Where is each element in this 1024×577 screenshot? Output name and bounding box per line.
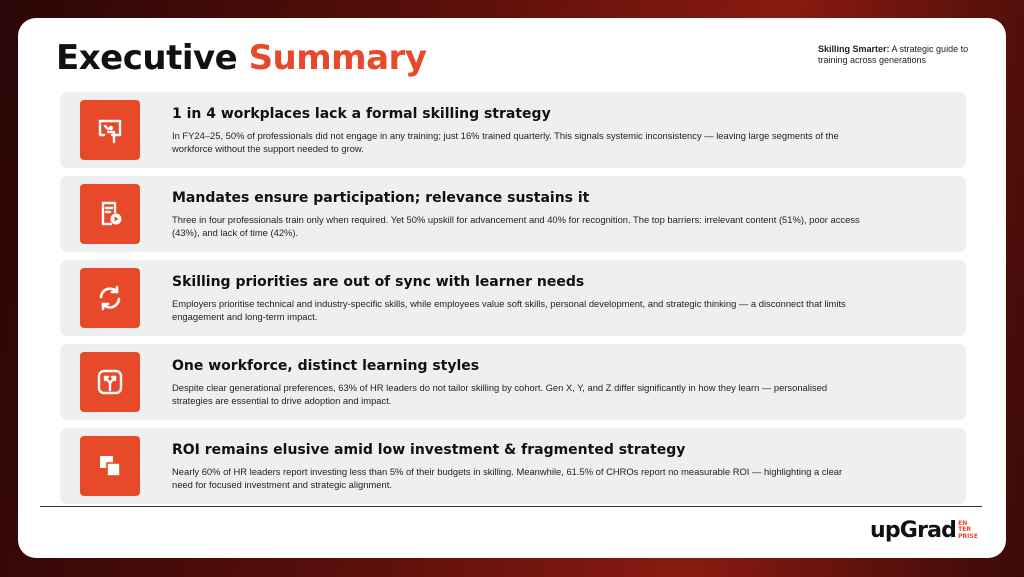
summary-item-text: Three in four professionals train only when required. Yet 50% upskill for advancement and 40% for recognition. The top barriers: irrelevant content (51%), poor access (43%), and lack of time (42%). [172, 214, 860, 238]
summary-item-5 [60, 428, 966, 504]
logo-ent-line-1: EN [958, 519, 968, 527]
summary-item-title: Mandates ensure participation; relevance sustains it [172, 190, 590, 206]
summary-item-text: Despite clear generational preferences, 63% of HR leaders do not tailor skilling by cohort. Gen X, Y, and Z differ significantly in how they learn — personalised strategies are essential to drive adoption and impact. [172, 382, 828, 406]
summary-item-text: In FY24–25, 50% of professionals did not engage in any training; just 16% trained quarterly. This signals systemic inconsistency — leaving large segments of the workforce without the support needed to grow. [172, 130, 839, 154]
refresh-icon [80, 268, 140, 328]
tagline-rest: A strategic guide to training across generations [818, 44, 969, 65]
summary-item-2 [60, 176, 966, 252]
split-arrow-icon [80, 352, 140, 412]
summary-item-3 [60, 260, 966, 336]
summary-item-title: ROI remains elusive amid low investment & fragmented strategy [172, 442, 686, 458]
overlap-squares-icon [80, 436, 140, 496]
summary-item-title: 1 in 4 workplaces lack a formal skilling strategy [172, 106, 551, 122]
summary-item-1 [60, 92, 966, 168]
logo-wordmark: upGrad [870, 518, 957, 543]
presentation-icon [80, 100, 140, 160]
tagline [818, 44, 978, 66]
summary-item-4 [60, 344, 966, 420]
summary-item-title: Skilling priorities are out of sync with learner needs [172, 274, 585, 290]
logo-enterprise [958, 521, 978, 540]
logo-ent-line-2: TER [958, 526, 971, 534]
footer-divider [40, 506, 982, 507]
summary-item-text: Employers prioritise technical and industry-specific skills, while employees value soft skills, personal development, and strategic thinking — a disconnect that limits engagement and long-term impact. [172, 298, 846, 322]
page-title [56, 38, 426, 78]
title-main: Executive [56, 38, 238, 78]
summary-item-text: Nearly 60% of HR leaders report investing less than 5% of their budgets in skilling. Meanwhile, 61.5% of CHROs report no measurable ROI — highlighting a clear need for focused investment and strategic alignment. [172, 466, 843, 490]
tagline-bold: Skilling Smarter: [818, 44, 890, 54]
summary-list [60, 92, 966, 512]
slide-card [18, 18, 1006, 558]
title-accent: Summary [248, 38, 427, 78]
logo-ent-line-3: PRISE [958, 532, 978, 540]
summary-item-title: One workforce, distinct learning styles [172, 358, 480, 374]
upgrad-enterprise-logo [870, 518, 978, 543]
document-play-icon [80, 184, 140, 244]
